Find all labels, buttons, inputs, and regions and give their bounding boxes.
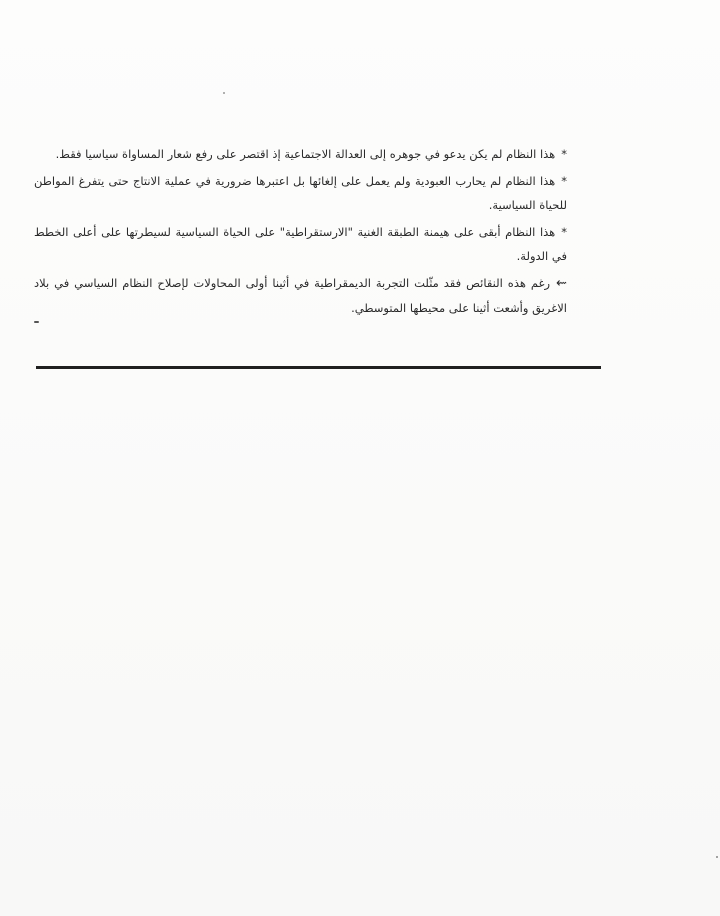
section-divider: [36, 366, 601, 369]
scan-speck: [716, 856, 718, 858]
bullet-marker: *: [561, 147, 567, 161]
bullet-paragraph-2: [34, 169, 567, 217]
paragraph-text: هذا النظام أبقى على هيمنة الطبقة الغنية "الارستقراطية" على الحياة السياسية لسيطرتها على أعلى الخطط في الدولة.: [34, 225, 567, 263]
bullet-paragraph-3: [34, 220, 567, 268]
arrow-icon: ⇜: [556, 276, 567, 291]
scan-speck: [223, 92, 225, 94]
paragraph-text: رغم هذه النقائص فقد مثّلت التجربة الديمقراطية في أثينا أولى المحاولات لإصلاح النظام السياسي في بلاد الاغريق وأشعت أثينا على محيطها المتوسطي.: [34, 276, 567, 315]
bullet-marker: *: [561, 174, 567, 188]
paragraph-text: هذا النظام لم يكن يدعو في جوهره إلى العدالة الاجتماعية إذ اقتصر على رفع شعار المساواة سياسيا فقط.: [55, 147, 556, 161]
document-body: [34, 142, 567, 322]
bullet-marker: *: [561, 225, 567, 239]
bullet-paragraph-1: [34, 142, 567, 166]
scan-speck: [34, 321, 39, 323]
conclusion-paragraph: [34, 271, 567, 320]
paragraph-text: هذا النظام لم يحارب العبودية ولم يعمل على إلغائها بل اعتبرها ضرورية في عملية الانتاج حتى يتفرغ المواطن للحياة السياسية.: [34, 174, 567, 212]
